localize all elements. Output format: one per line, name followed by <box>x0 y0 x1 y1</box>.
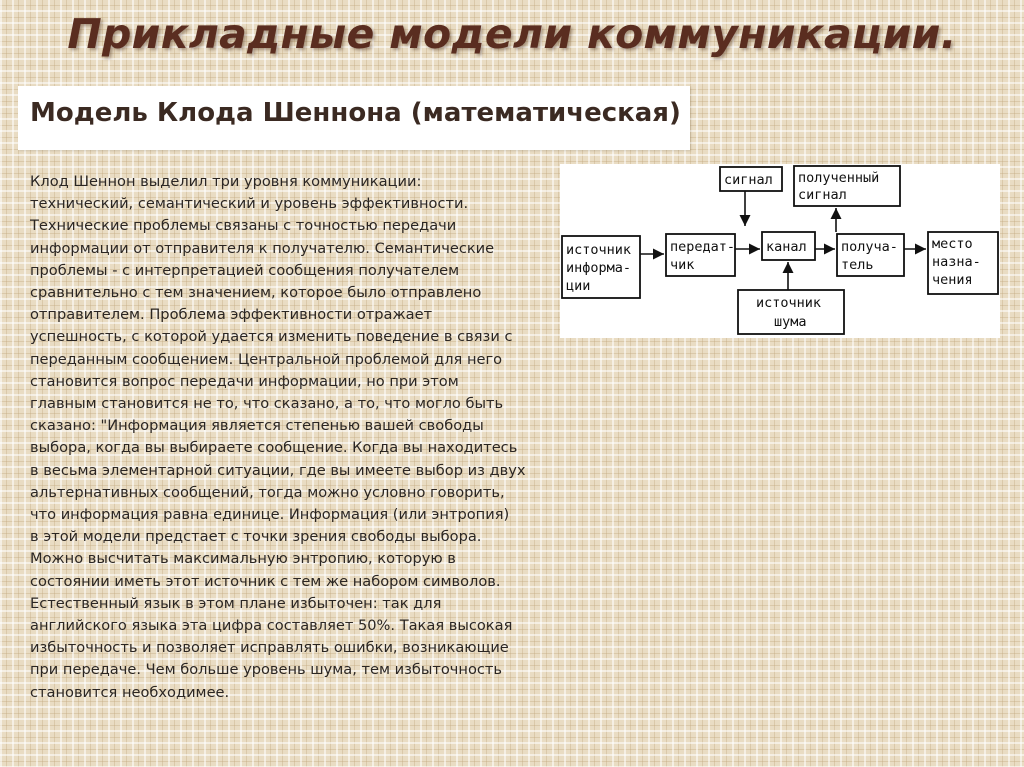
received-signal-label-1: полученный <box>798 170 880 186</box>
body-line: в весьма элементарной ситуации, где вы имеете выбор из двух <box>30 461 526 479</box>
subtitle-banner <box>18 86 690 150</box>
body-line: Можно высчитать максимальную энтропию, которую в <box>30 550 456 568</box>
destination-label-3: чения <box>932 272 973 288</box>
source-label-1: источник <box>566 242 632 258</box>
body-line: Технические проблемы связаны с точностью передачи <box>30 217 457 235</box>
noise-label-2: шума <box>774 314 807 330</box>
body-line: технический, семантический и уровень эффективности. <box>30 195 469 213</box>
body-line: альтернативных сообщений, тогда можно условно говорить, <box>30 483 505 501</box>
received-signal-label-2: сигнал <box>798 187 847 203</box>
body-line: при передаче. Чем больше уровень шума, тем избыточность <box>30 661 503 679</box>
body-line: выбора, когда вы выбираете сообщение. Когда вы находитесь <box>30 439 518 457</box>
body-line: успешность, с которой удается изменить поведение в связи с <box>30 328 513 346</box>
page-title: Прикладные модели коммуникации. <box>67 10 957 58</box>
receiver-label-2: тель <box>841 257 874 273</box>
noise-label-1: источник <box>756 295 822 311</box>
source-label-3: ции <box>566 278 591 294</box>
transmitter-label-1: передат- <box>670 239 736 255</box>
body-line: состоянии иметь этот источник с тем же набором символов. <box>30 572 501 590</box>
shannon-model-diagram <box>560 164 1000 338</box>
source-label-2: информа- <box>566 260 632 276</box>
body-line: переданным сообщением. Центральной проблемой для него <box>30 350 503 368</box>
body-line: сказано: "Информация является степенью вашей свободы <box>30 417 484 435</box>
destination-label-2: назна- <box>932 254 981 270</box>
destination-label-1: место <box>932 236 973 252</box>
body-line: проблемы - с интерпретацией сообщения получателем <box>30 261 460 279</box>
receiver-label-1: получа- <box>841 239 898 255</box>
body-line: что информация равна единице. Информация (или энтропия) <box>30 506 510 524</box>
body-line: становится необходимее. <box>30 683 230 701</box>
channel-label: канал <box>766 239 807 255</box>
body-line: отправителем. Проблема эффективности отражает <box>30 306 433 324</box>
subtitle-text: Модель Клода Шеннона (математическая) <box>30 98 681 128</box>
body-line: английского языка эта цифра составляет 50%. Такая высокая <box>30 617 513 635</box>
transmitter-label-2: чик <box>670 257 695 273</box>
body-line: сравнительно с тем значением, которое было отправлено <box>30 284 482 302</box>
body-line: Естественный язык в этом плане избыточен: так для <box>30 594 442 612</box>
signal-label: сигнал <box>724 172 773 188</box>
body-line: становится вопрос передачи информации, но при этом <box>30 372 459 390</box>
body-line: в этой модели предстает с точки зрения свободы выбора. <box>30 528 482 546</box>
diagram-canvas <box>560 164 1000 338</box>
body-line: избыточность и позволяет исправлять ошибки, возникающие <box>30 639 509 657</box>
body-text <box>30 171 542 704</box>
body-line: главным становится не то, что сказано, а то, что могло быть <box>30 395 504 413</box>
body-line: Клод Шеннон выделил три уровня коммуникации: <box>30 173 422 190</box>
body-line: информации от отправителя к получателю. Семантические <box>30 239 495 257</box>
